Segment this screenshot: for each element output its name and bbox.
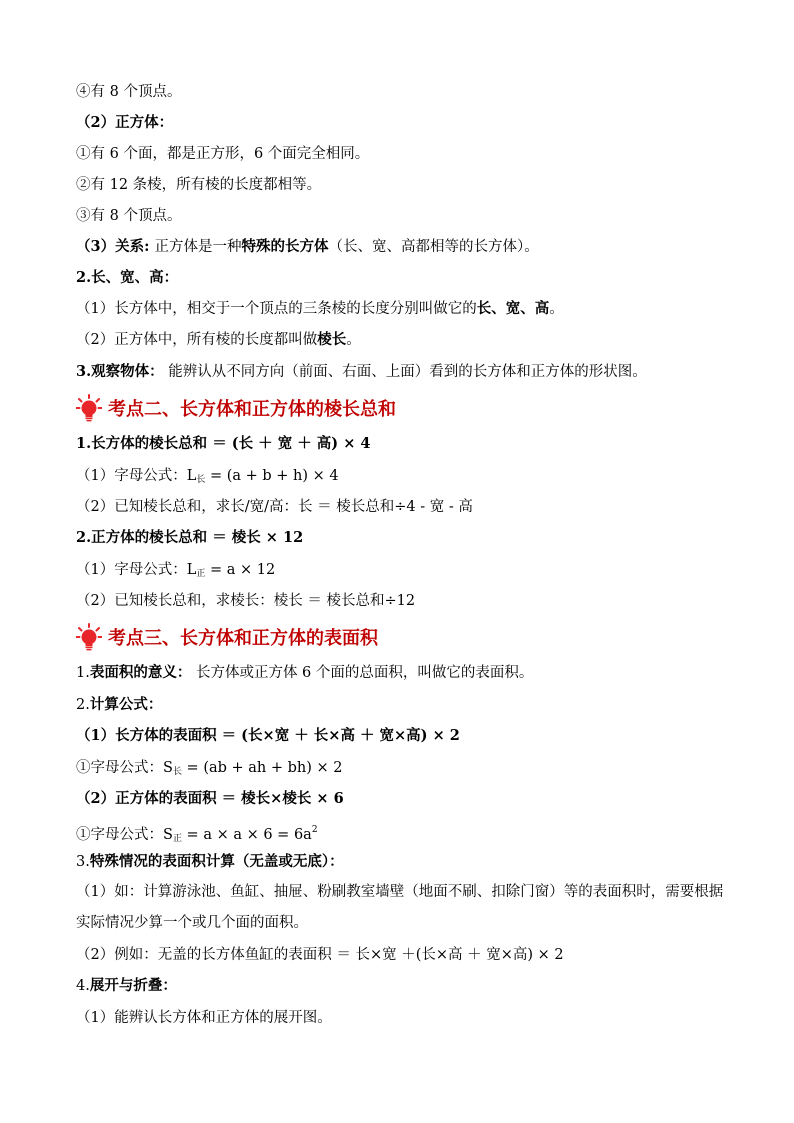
text: （2）正方体中，所有棱的长度都叫做 — [76, 332, 318, 348]
label: 展开与折叠： — [89, 977, 177, 994]
formula: 正方体的棱长总和 ＝ 棱长 × 12 — [91, 529, 304, 546]
text-line — [76, 528, 303, 548]
text: 3. — [76, 854, 90, 870]
text-line — [76, 560, 275, 584]
superscript: 2 — [311, 825, 318, 835]
text: ①字母公式：S — [76, 827, 173, 843]
text: 1. — [76, 435, 92, 452]
text-line: ①有 6 个面，都是正方形，6 个面完全相同。 — [76, 146, 370, 162]
text-line — [76, 362, 647, 382]
text: （1）字母公式：L — [76, 562, 197, 578]
formula: 长方体的棱长总和 ＝ (长 ＋ 宽 ＋ 高) × 4 — [91, 435, 371, 452]
text: 2. — [76, 697, 90, 713]
subscript: 正 — [196, 569, 206, 579]
text-line: （2）已知棱长总和，求长/宽/高：长 ＝ 棱长总和÷4 - 宽 - 高 — [76, 499, 473, 515]
text: 长方体或正方体 6 个面的总面积，叫做它的表面积。 — [191, 665, 534, 681]
text-line — [76, 820, 318, 849]
text-line — [76, 330, 361, 350]
text-line: ③有 8 个顶点。 — [76, 208, 182, 224]
label: 特殊情况的表面积计算（无盖或无底）： — [89, 853, 344, 870]
label: 表面积的意义： — [89, 664, 192, 681]
lightbulb-icon — [76, 394, 102, 422]
text-line — [76, 758, 343, 782]
text-line — [76, 299, 564, 319]
text: （长、宽、高都相等的长方体）。 — [328, 239, 539, 255]
heading-text: 考点三、长方体和正方体的表面积 — [108, 628, 378, 649]
text-line: （2）正方体的表面积 ＝ 棱长×棱长 × 6 — [76, 790, 344, 807]
lightbulb-icon — [76, 623, 102, 651]
text-line — [76, 237, 539, 257]
formula: = a × a × 6 = 6a — [181, 827, 312, 843]
text: 。 — [346, 332, 361, 348]
text: 能辨认从不同方向（前面、右面、上面）看到的长方体和正方体的形状图。 — [163, 364, 647, 380]
text-line: （2）例如：无盖的长方体鱼缸的表面积 ＝ 长×宽 ＋(长×高 ＋ 宽×高) × 2 — [76, 947, 564, 963]
text: 2. — [76, 529, 92, 546]
text-line — [76, 695, 162, 715]
text-line — [76, 663, 533, 683]
label: 3.观察物体： — [76, 363, 164, 380]
text: （1）字母公式：L — [76, 468, 197, 484]
text: （1）长方体中，相交于一个顶点的三条棱的长度分别叫做它的 — [76, 301, 477, 317]
text-line: （2）已知棱长总和，求棱长：棱长 ＝ 棱长总和÷12 — [76, 593, 416, 609]
text: 4. — [76, 978, 90, 994]
text-line: （1）能辨认长方体和正方体的展开图。 — [76, 1010, 332, 1026]
emphasis: 特殊的长方体 — [241, 238, 329, 255]
text-line: ②有 12 条棱，所有棱的长度都相等。 — [76, 177, 322, 193]
label: 计算公式： — [89, 696, 163, 713]
text-line — [76, 434, 370, 454]
text-paragraph: （1）如：计算游泳池、鱼缸、抽屉、粉刷教室墙壁（地面不刷、扣除门窗）等的表面积时，需要根据实际情况少算一个或几个面的面积。 — [76, 884, 724, 931]
emphasis: 棱长 — [317, 331, 347, 348]
section-heading — [76, 393, 396, 423]
text-line: （1）长方体的表面积 ＝ (长×宽 ＋ 长×高 ＋ 宽×高) × 2 — [76, 727, 460, 744]
section-heading — [76, 622, 378, 652]
label: （3）关系: — [76, 238, 155, 255]
text: 。 — [549, 301, 564, 317]
text: ①字母公式：S — [76, 760, 173, 776]
heading-text: 考点二、长方体和正方体的棱长总和 — [108, 399, 396, 420]
formula: = a × 12 — [205, 562, 276, 578]
text: 正方体是一种 — [154, 239, 242, 255]
text: 1. — [76, 665, 90, 681]
subscript: 长 — [196, 475, 206, 485]
subsection-title: 2.长、宽、高： — [76, 269, 179, 286]
subscript: 长 — [172, 767, 182, 777]
emphasis: 长、宽、高 — [476, 300, 550, 317]
formula: = (a + b + h) × 4 — [205, 468, 339, 484]
subsection-title: （2）正方体： — [76, 114, 174, 131]
text-line: ④有 8 个顶点。 — [76, 84, 182, 100]
text-line — [76, 466, 339, 490]
subscript: 正 — [172, 834, 182, 844]
text-line — [76, 976, 177, 996]
formula: = (ab + ah + bh) × 2 — [181, 760, 343, 776]
text-line — [76, 852, 344, 872]
